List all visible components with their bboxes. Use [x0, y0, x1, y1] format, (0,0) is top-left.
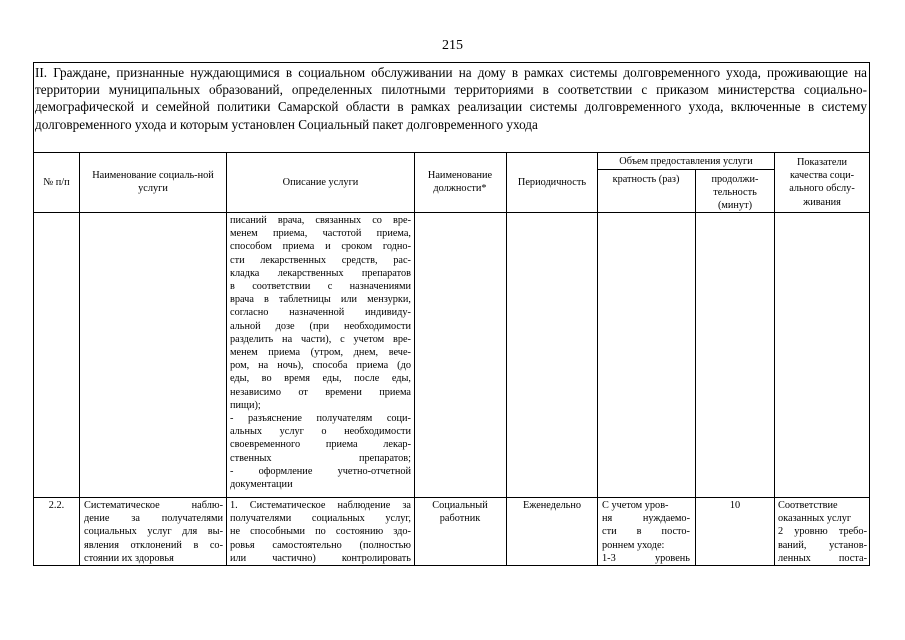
text-line: ваний, установ-: [778, 539, 867, 551]
row-description: [230, 499, 411, 565]
text-line: роннем уходе:: [602, 539, 665, 551]
header-name: Наименование социаль-ной услуги: [92, 170, 214, 195]
row-quality: [778, 499, 867, 565]
row-num: 2.2.: [48, 500, 65, 511]
header-volume-group: Объем предоставления услуги: [619, 156, 753, 167]
page-number: 215: [442, 38, 463, 53]
text-line: еды, во время еды, после еды,: [230, 373, 411, 385]
text-line: менем приема (утром, днем, вече-: [230, 347, 411, 359]
volume-subdivider: [597, 169, 774, 170]
row-position: Социальный работник: [432, 500, 488, 525]
header-num: № п/п: [43, 177, 70, 188]
row-periodicity: Еженедельно: [522, 500, 582, 511]
text-line: Систематическое наблю-: [84, 500, 223, 511]
text-line: ственных препаратов;: [230, 452, 411, 464]
text-line: документации: [230, 479, 293, 491]
col-line-5: [597, 152, 598, 566]
text-line: стоянии их здоровья: [84, 552, 174, 564]
text-line: социальных услуг для вы-: [84, 526, 223, 538]
text-line: ровья самостоятельно (полностью: [230, 539, 411, 551]
text-line: своевременного приема лекар-: [230, 439, 411, 451]
text-line: кладка лекарственных препаратов: [230, 267, 411, 279]
header-periodicity: Периодичность: [517, 177, 587, 188]
text-line: сти в посто-: [602, 526, 690, 538]
text-line: врача в таблетницы или мензурки,: [230, 294, 411, 306]
text-line: способом приема и сроком годно-: [230, 241, 411, 253]
text-line: 1-3 уровень: [602, 552, 690, 564]
text-line: не способными по состоянию здо-: [230, 526, 411, 538]
header-position: Наименование должности*: [427, 170, 493, 195]
header-frequency: кратность (раз): [612, 174, 680, 185]
col-line-2: [226, 152, 227, 566]
text-line: ня нуждаемо-: [602, 513, 690, 525]
text-line: альных услуг о необходимости: [230, 426, 411, 438]
text-line: сти лекарственных средств, рас-: [230, 254, 411, 266]
text-line: 1. Систематическое наблюдение за: [230, 500, 411, 511]
col-line-7: [774, 152, 775, 566]
text-line: в соответствии с назначениями: [230, 281, 411, 293]
text-line: С учетом уров-: [602, 500, 669, 511]
text-line: ленных поста-: [778, 552, 867, 564]
text-line: независимо от времени приема: [230, 386, 411, 398]
header-description: Описание услуги: [282, 177, 359, 188]
table-frame: [33, 62, 870, 566]
text-line: или частично) контролировать: [230, 552, 411, 564]
text-line: ром, на ночь), способа приема (до: [230, 360, 411, 372]
text-line: Соответствие: [778, 500, 838, 511]
heading-divider: [33, 152, 870, 153]
text-line: явления отклонений в со-: [84, 539, 223, 551]
header-duration: продолжи-тельность (минут): [711, 174, 759, 212]
continued-description: [230, 214, 411, 491]
text-line: - оформление учетно-отчетной: [230, 465, 411, 477]
row-duration: 10: [729, 500, 741, 511]
text-line: получателями социальных услуг,: [230, 513, 411, 525]
text-line: пищи);: [230, 399, 261, 411]
text-line: - разъяснение получателям соци-: [230, 413, 411, 425]
row-name: [84, 499, 223, 565]
text-line: оказанных услуг: [778, 513, 852, 525]
header-quality: Показатели качества соци-ального обслу-живания: [789, 157, 855, 208]
col-line-1: [79, 152, 80, 566]
section-heading: II. Граждане, признанные нуждающимися в социальном обслуживании на дому в рамках системы долговременного ухода, проживающие на территории муниципальных образований, определенных пилотными территориями в соответствии с приказом министерства социально-демографической и семейной политики Самарской области в рамках реализации системы долговременного ухода, включенные в систему долговременного ухода и которым установлен Социальный пакет долговременного ухода: [35, 65, 867, 132]
text-line: разделить на части), с учетом вре-: [230, 333, 411, 345]
text-line: согласно назначенной индивиду-: [230, 307, 411, 319]
text-line: писаний врача, связанных со вре-: [230, 215, 411, 226]
col-line-3: [414, 152, 415, 566]
row-frequency: [602, 499, 690, 565]
text-line: 2 уровню требо-: [778, 526, 867, 538]
text-line: дение за получателями: [84, 513, 223, 525]
text-line: альной дозе (при необходимости: [230, 320, 411, 332]
row-divider: [33, 497, 870, 498]
text-line: менем приема, частотой приема,: [230, 228, 411, 240]
